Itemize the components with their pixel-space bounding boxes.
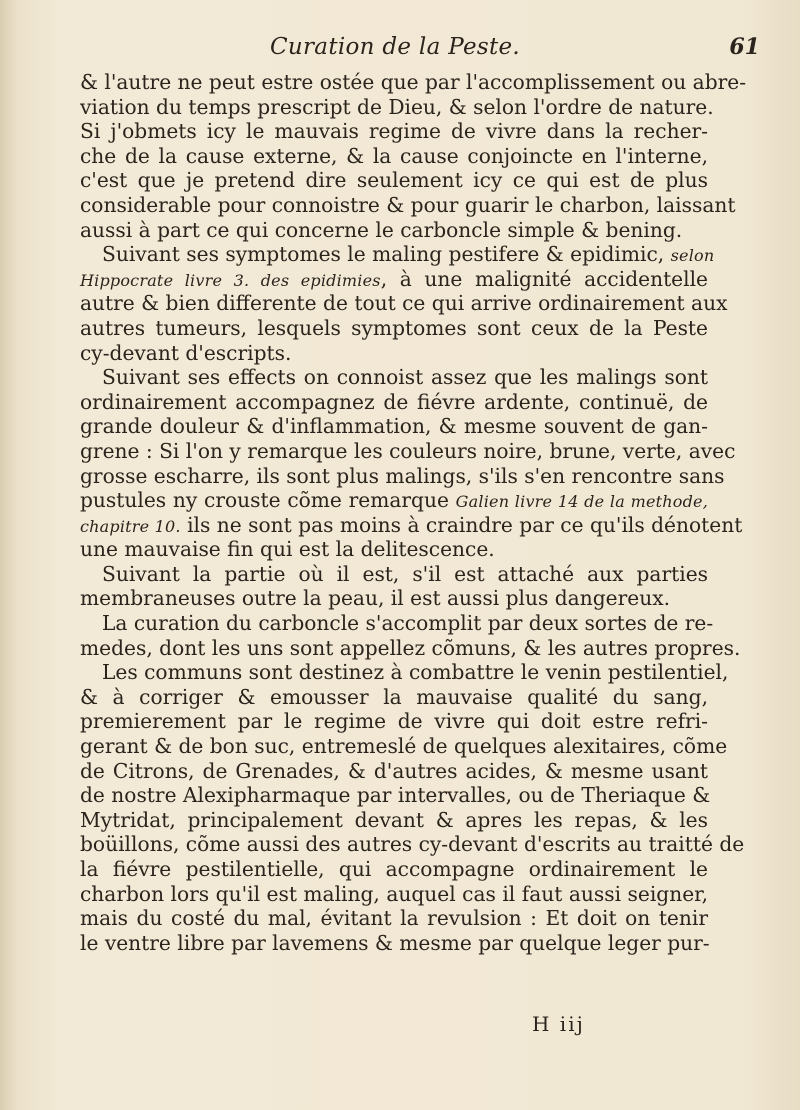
text-line (80, 586, 708, 611)
line-text: , à une malignité accidentelle (380, 266, 708, 291)
text-line (80, 685, 708, 710)
text-line (80, 144, 708, 169)
line-text: Les communs sont destinez à combattre le venin pestilentiel, (102, 660, 729, 685)
line-text: charbon lors qu'il est maling, auquel cas il faut aussi seigner, (80, 881, 708, 906)
line-text: autre & bien differente de tout ce qui arrive ordinairement aux (80, 291, 728, 316)
line-text: & à corriger & emousser la mauvaise qualité du sang, (80, 684, 708, 709)
text-line (80, 463, 725, 489)
line-text: de nostre Alexipharmaque par intervalles, ou de Theriaque & (80, 783, 711, 808)
text-line (80, 857, 708, 882)
text-line (80, 611, 714, 636)
text-line (80, 341, 708, 366)
line-text: Mytridat, principalement devant & apres les repas, & les (80, 807, 708, 832)
text-line (80, 168, 708, 193)
text-line (80, 390, 708, 415)
line-text: viation du temps prescript de Dieu, & selon l'ordre de nature. (80, 94, 714, 119)
line-text: mais du costé du mal, évitant la revulsion : Et doit on tenir (80, 906, 708, 931)
text-line (80, 882, 708, 907)
line-text: considerable pour connoistre & pour guarir le charbon, laissant (80, 192, 736, 217)
line-text: grene : Si l'on y remarque les couleurs noire, brune, verte, avec (80, 438, 736, 463)
text-line (80, 783, 711, 808)
text-line (80, 488, 708, 513)
text-line (80, 94, 714, 120)
page-header (80, 34, 770, 68)
text-line (80, 734, 728, 759)
text-line (80, 414, 708, 439)
text-line (80, 70, 747, 95)
text-line (80, 808, 708, 833)
line-text: autres tumeurs, lesquels symptomes sont ceux de la Peste (80, 315, 708, 340)
line-text: c'est que je pretend dire seulement icy ce qui est de plus (80, 168, 708, 193)
italic-citation: Galien livre 14 de la methode, (455, 492, 708, 512)
line-text: medes, dont les uns sont appellez cõmuns, & les autres propres. (80, 635, 741, 660)
line-text: la fiévre pestilentielle, qui accompagne ordinairement le (80, 857, 708, 881)
line-text: membraneuses outre la peau, il est aussi plus dangereux. (80, 586, 670, 611)
line-text: une mauvaise fin qui est la delitescence. (80, 537, 495, 562)
line-text: gerant & de bon suc, entremeslé de quelques alexitaires, cõme (80, 734, 728, 759)
text-line (80, 931, 708, 956)
signature-mark: H iij (532, 1012, 585, 1036)
italic-citation: Hippocrate livre 3. des epidimies (80, 270, 381, 290)
italic-citation: selon (670, 246, 715, 266)
line-text: de Citrons, de Grenades, & d'autres acides, & mesme usant (80, 758, 708, 783)
line-text: cy-devant d'escripts. (80, 340, 292, 365)
text-line (80, 291, 728, 316)
body-text (80, 70, 747, 955)
line-text: ils ne sont pas moins à craindre par ce qu'ils dénotent (180, 512, 743, 537)
text-line (80, 660, 729, 685)
line-text: ordinairement accompagnez de fiévre ardente, continuë, de (80, 389, 708, 414)
italic-citation: chapitre 10. (80, 516, 181, 536)
line-text: grande douleur & d'inflammation, & mesme souvent de gan- (80, 414, 708, 439)
line-text: Suivant la partie où il est, s'il est attaché aux parties (102, 561, 708, 586)
line-text: che de la cause externe, & la cause conjoincte en l'interne, (80, 143, 708, 168)
text-line (80, 438, 736, 464)
line-text: grosse escharre, ils sont plus malings, s'ils s'en rencontre sans (80, 463, 725, 488)
text-line (80, 316, 708, 341)
text-line (80, 906, 708, 931)
line-text: le ventre libre par lavemens & mesme par quelque leger pur- (80, 930, 710, 955)
text-line (80, 192, 736, 218)
running-title: Curation de la Peste. (270, 34, 521, 60)
page-number: 61 (729, 34, 760, 60)
text-line (80, 709, 708, 734)
text-line (80, 218, 708, 243)
line-text: premierement par le regime de vivre qui doit estre refri- (80, 709, 708, 734)
text-line (80, 759, 708, 784)
text-line (80, 512, 743, 538)
line-text: pustules ny crouste cõme remarque (80, 488, 449, 513)
line-text: La curation du carboncle s'accomplit par deux sortes de re- (102, 611, 714, 636)
text-line (80, 635, 741, 661)
text-line (80, 119, 708, 144)
text-line (80, 242, 715, 267)
text-line (80, 365, 708, 390)
text-line (80, 267, 708, 292)
text-line (80, 562, 708, 587)
line-text: Si j'obmets icy le mauvais regime de vivre dans la recher- (80, 119, 708, 144)
text-line (80, 537, 708, 562)
line-text: & l'autre ne peut estre ostée que par l'accomplissement ou abre- (80, 70, 747, 94)
line-text: Suivant ses effects on connoist assez que les malings sont (102, 365, 708, 390)
line-text: boüillons, cõme aussi des autres cy-devant d'escrits au traitté de (80, 832, 745, 857)
text-line (80, 832, 745, 857)
line-text: aussi à part ce qui concerne le carboncle simple & bening. (80, 217, 683, 242)
line-text: Suivant ses symptomes le maling pestifere & epidimic, (102, 242, 665, 267)
